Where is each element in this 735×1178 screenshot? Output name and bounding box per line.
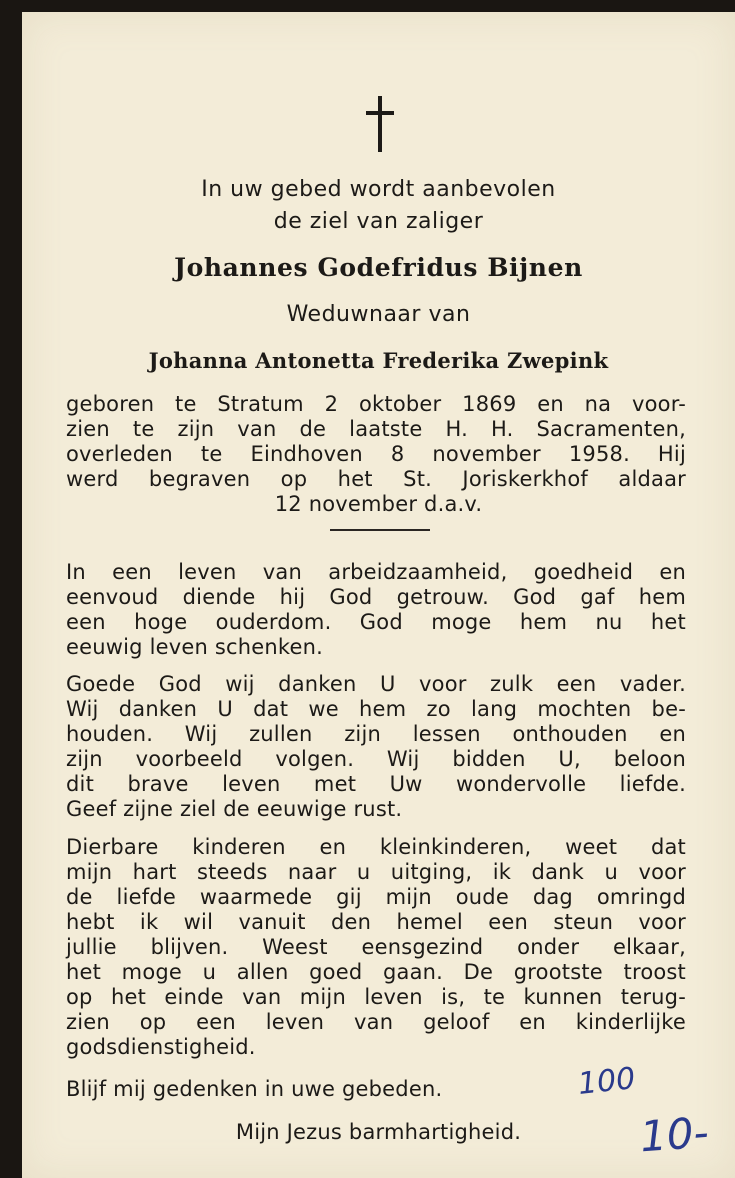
closing-invocation: Mijn Jezus barmhartigheid. — [235, 1120, 522, 1144]
intro-line-1: In uw gebed wordt aanbevolen — [201, 177, 556, 202]
memorial-card — [22, 12, 735, 1178]
deceased-name: Johannes Godefridus Bijnen — [174, 253, 583, 282]
text-line: Dierbare kinderen en kleinkinderen, weet dat — [66, 835, 686, 859]
text-line: een hoge ouderdom. God moge hem nu het — [66, 610, 686, 634]
text-line: Wij danken U dat we hem zo lang mochten be- — [66, 697, 686, 721]
text-line: hebt ik wil vanuit den hemel een steun voor — [66, 910, 686, 934]
spouse-name: Johanna Antonetta Frederika Zwepink — [148, 348, 609, 373]
text-line: In een leven van arbeidzaamheid, goedheid en — [66, 560, 686, 584]
text-line: zien op een leven van geloof en kinderlijke — [66, 1010, 686, 1034]
biography-line: geboren te Stratum 2 oktober 1869 en na voor- — [66, 392, 686, 416]
text-line: de liefde waarmede gij mijn oude dag omringd — [66, 885, 686, 909]
divider — [330, 529, 430, 531]
text-line: zijn voorbeeld volgen. Wij bidden U, beloon — [66, 747, 686, 771]
text-line: jullie blijven. Weest eensgezind onder elkaar, — [66, 935, 686, 959]
handwritten-note: 100 — [576, 1061, 637, 1102]
closing-prayer: Blijf mij gedenken in uwe gebeden. — [66, 1077, 443, 1101]
text-line: eeuwig leven schenken. — [66, 635, 323, 659]
text-line: op het einde van mijn leven is, te kunnen terug- — [66, 985, 686, 1009]
biography-line: overleden te Eindhoven 8 november 1958. Hij — [66, 442, 686, 466]
text-line: het moge u allen goed gaan. De grootste troost — [66, 960, 686, 984]
handwritten-note: 10- — [638, 1107, 711, 1162]
text-line: houden. Wij zullen zijn lessen onthouden en — [66, 722, 686, 746]
text-line: mijn hart steeds naar u uitging, ik dank u voor — [66, 860, 686, 884]
cross-icon — [365, 96, 395, 152]
biography-line: zien te zijn van de laatste H. H. Sacramenten, — [66, 417, 686, 441]
intro-line-2: de ziel van zaliger — [273, 209, 484, 234]
text-line: Goede God wij danken U voor zulk een vader. — [66, 672, 686, 696]
relation-label: Weduwnaar van — [286, 302, 471, 327]
text-line: Geef zijne ziel de eeuwige rust. — [66, 797, 403, 821]
text-line: eenvoud diende hij God getrouw. God gaf hem — [66, 585, 686, 609]
biography-line: 12 november d.a.v. — [274, 492, 483, 516]
text-line: dit brave leven met Uw wondervolle liefde. — [66, 772, 686, 796]
biography-line: werd begraven op het St. Joriskerkhof aldaar — [66, 467, 686, 491]
text-line: godsdienstigheid. — [66, 1035, 256, 1059]
